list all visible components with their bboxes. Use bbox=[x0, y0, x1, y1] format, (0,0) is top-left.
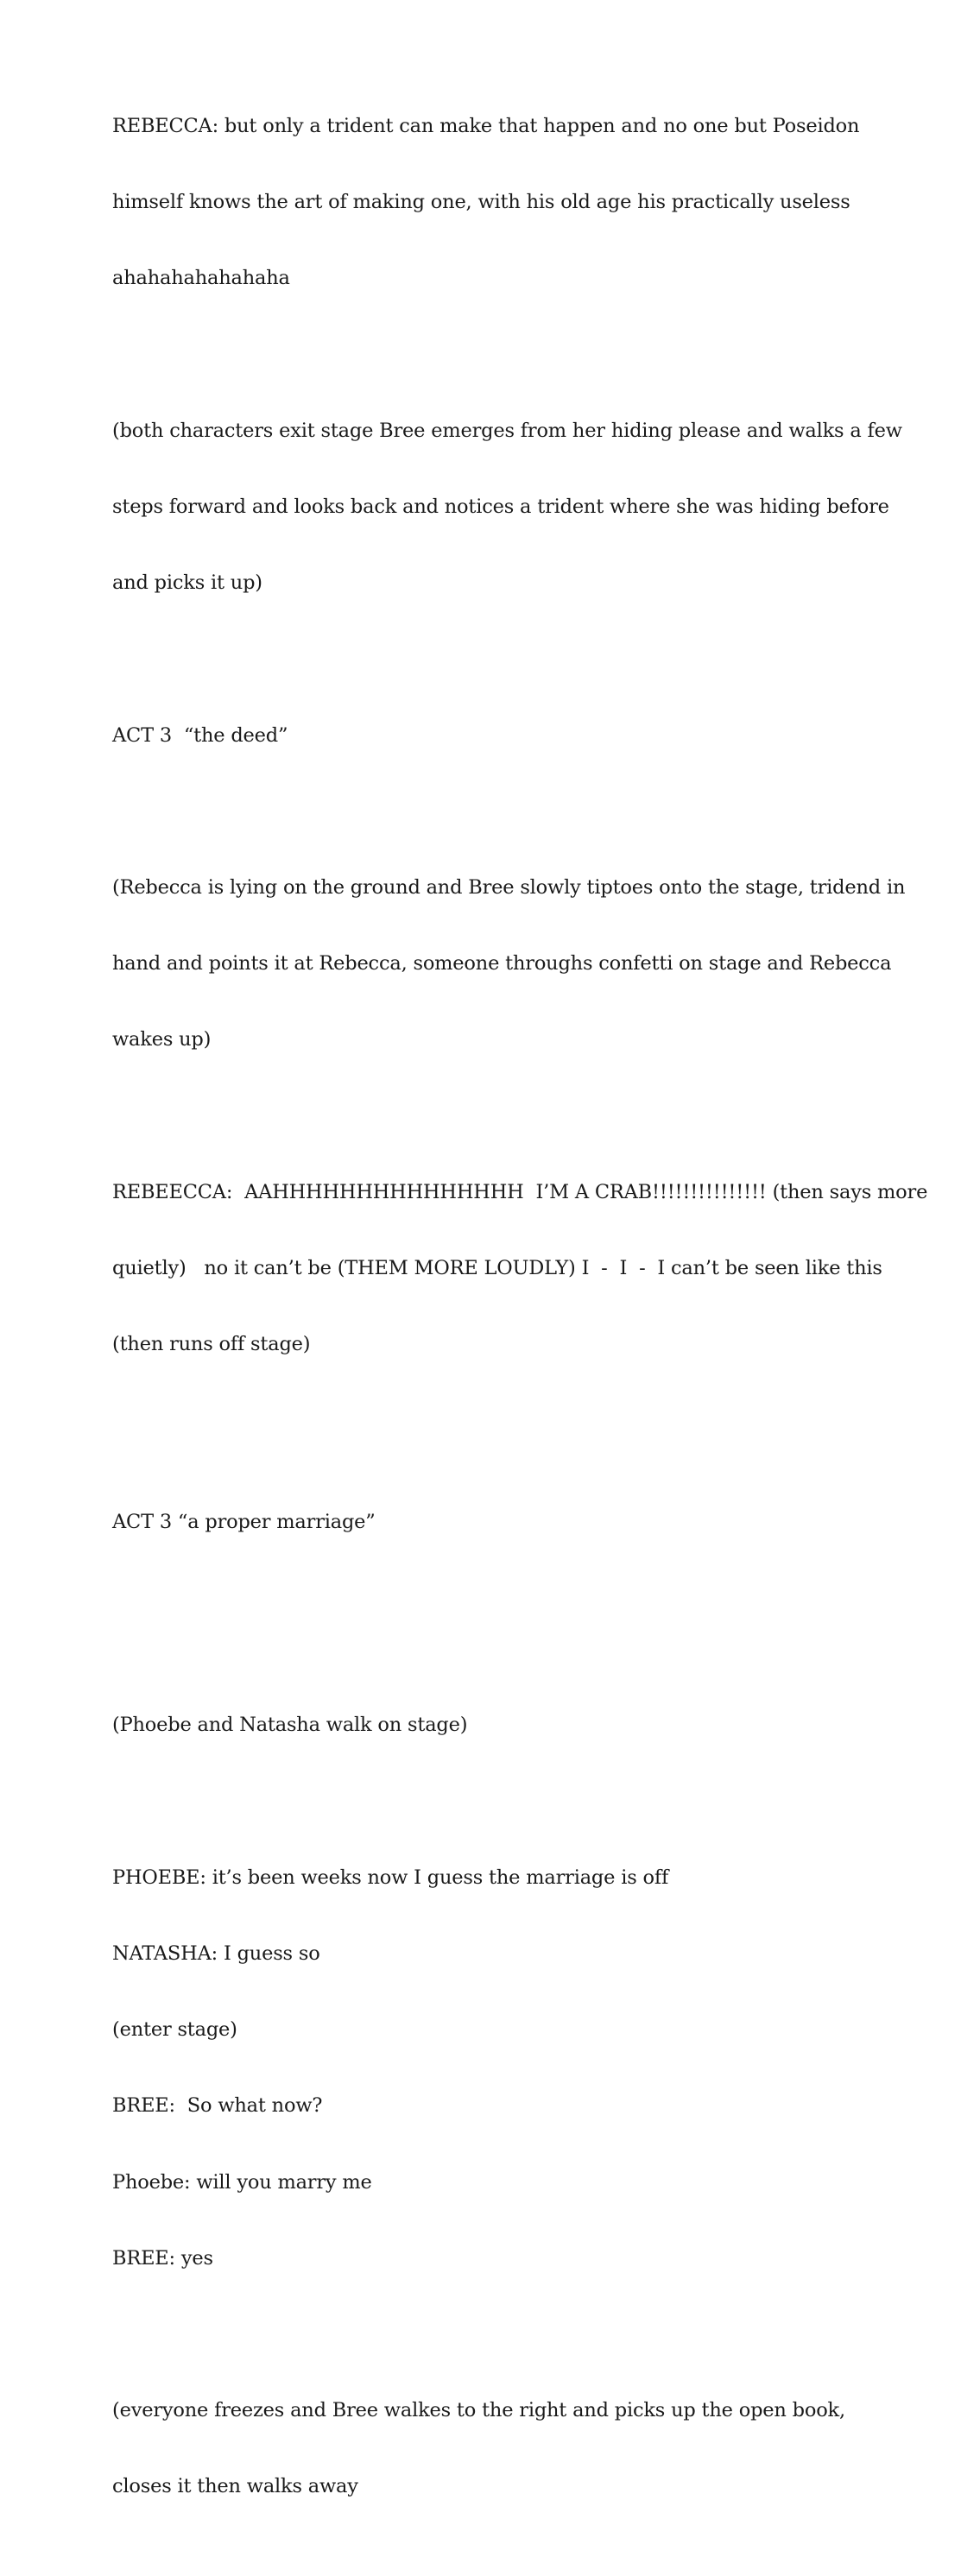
text-line: REBECCA: but only a trident can make that happen and no one but Poseidon bbox=[112, 114, 860, 137]
stage-direction-line: (enter stage) bbox=[112, 2018, 237, 2042]
script-text bbox=[112, 63, 928, 2576]
text-line: (Phoebe and Natasha walk on stage) bbox=[112, 1714, 468, 1737]
text-line: and picks it up) bbox=[112, 571, 262, 595]
dialogue-line: BREE: So what now? bbox=[112, 2094, 323, 2118]
paragraph-dialogue-marriage bbox=[112, 1815, 889, 2322]
text-line: (then runs off stage) bbox=[112, 1333, 311, 1356]
paragraph-stage-direction-phoebe-natasha bbox=[112, 1662, 889, 1789]
paragraph-rebecca-crab bbox=[112, 1129, 928, 1408]
paragraph-stage-direction-exit bbox=[112, 368, 902, 647]
paragraph-rebecca-trident bbox=[112, 63, 889, 342]
paragraph-stage-direction-rebecca-lying bbox=[112, 824, 906, 1103]
text-line: closes it then walks away bbox=[112, 2475, 358, 2498]
heading-act-3-marriage bbox=[112, 1459, 889, 1586]
text-line: ahahahahahahaha bbox=[112, 267, 290, 290]
dialogue-line: NATASHA: I guess so bbox=[112, 1941, 320, 1965]
text-line: REBEECCA: AAHHHHHHHHHHHHHHH I’M A CRAB!!!!!!!!!!!!!!! (then says more bbox=[112, 1180, 928, 1203]
blank-lines bbox=[112, 1612, 889, 1663]
text-line: (Rebecca is lying on the ground and Bree slowly tiptoes onto the stage, tridend in bbox=[112, 875, 906, 899]
paragraph-stage-direction-freeze bbox=[112, 2347, 889, 2550]
text-line: himself knows the art of making one, with his old age his practically useless bbox=[112, 191, 850, 214]
act-heading: ACT 3 “a proper marriage” bbox=[112, 1511, 376, 1534]
text-line: hand and points it at Rebecca, someone throughs confetti on stage and Rebecca bbox=[112, 952, 892, 975]
text-line: (both characters exit stage Bree emerges from her hiding please and walks a few bbox=[112, 419, 902, 442]
text-line: quietly) no it can’t be (THEM MORE LOUDLY) I - I - I can’t be seen like this bbox=[112, 1257, 882, 1280]
text-line: (everyone freezes and Bree walkes to the right and picks up the open book, bbox=[112, 2399, 845, 2422]
dialogue-line: Phoebe: will you marry me bbox=[112, 2170, 372, 2194]
text-line: steps forward and looks back and notices a trident where she was hiding before bbox=[112, 495, 889, 518]
blank-line bbox=[112, 1434, 889, 1459]
text-line: wakes up) bbox=[112, 1028, 212, 1051]
act-heading: ACT 3 “the deed” bbox=[112, 723, 288, 747]
dialogue-line: BREE: yes bbox=[112, 2246, 213, 2270]
heading-act-3-deed bbox=[112, 672, 889, 799]
dialogue-line: PHOEBE: it’s been weeks now I guess the marriage is off bbox=[112, 1866, 669, 1889]
